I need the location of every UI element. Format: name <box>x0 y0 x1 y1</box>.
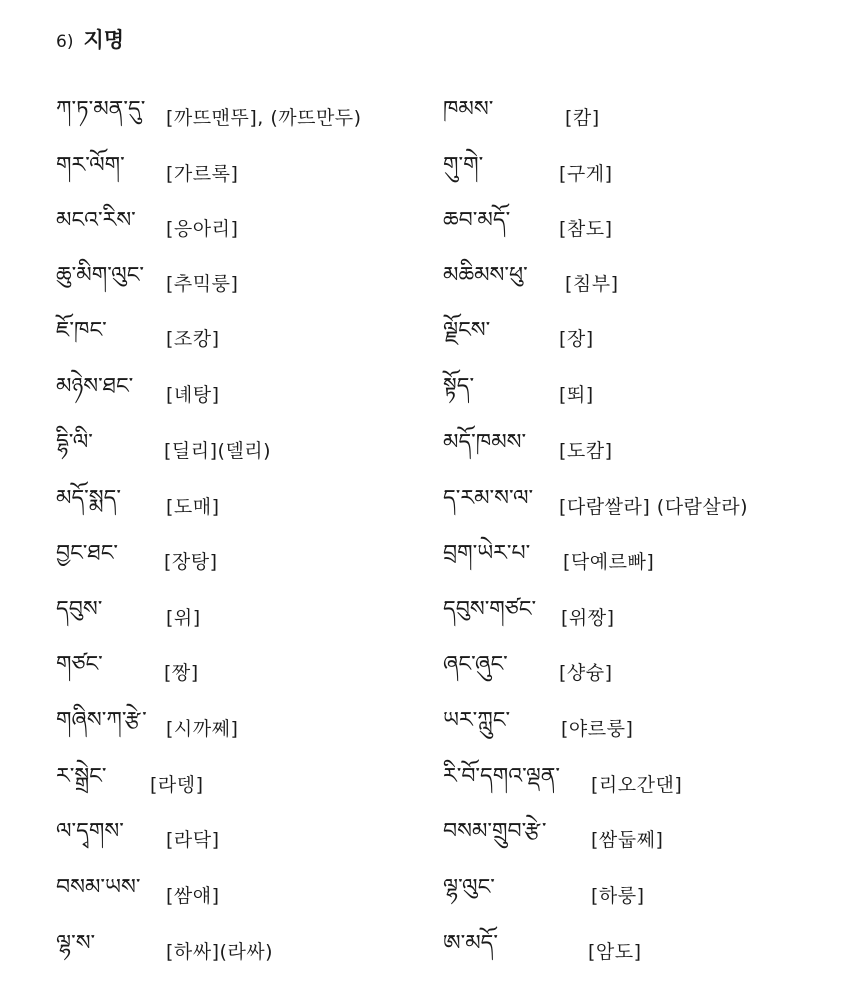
korean-reading: [딜리](델리) <box>164 440 272 462</box>
korean-reading: [조캉] <box>166 328 220 350</box>
place-entry <box>56 875 456 915</box>
tibetan-place-name: ཇོ་ཁང་ <box>56 318 107 343</box>
tibetan-place-name: མཉེས་ཐང་ <box>56 374 134 399</box>
korean-reading: [하싸](라싸) <box>166 941 274 963</box>
korean-reading: [추믹룽] <box>166 273 239 295</box>
place-entry <box>56 97 456 137</box>
section-title: 지명 <box>83 28 125 52</box>
korean-reading: [까뜨맨뚜], (까뜨만두) <box>166 107 362 129</box>
place-entry <box>56 541 456 581</box>
tibetan-place-name: ལྷ་ལུང་ <box>443 875 495 900</box>
place-entry <box>443 764 843 804</box>
tibetan-place-name: ཀ་ཏ་མན་དུ་ <box>56 97 146 122</box>
korean-reading: [하룽] <box>591 885 645 907</box>
tibetan-place-name: རི་བོ་དགའ་ལྡན་ <box>443 764 561 789</box>
tibetan-place-name: སྟོད་ <box>443 374 475 399</box>
place-entry <box>443 819 843 859</box>
place-entry <box>56 263 456 303</box>
place-entry <box>443 708 843 748</box>
korean-reading: [리오간댄] <box>591 774 683 796</box>
tibetan-place-name: ཆབ་མདོ་ <box>443 208 511 233</box>
tibetan-place-name: དབུས་གཙང་ <box>443 597 537 622</box>
tibetan-place-name: བསམ་ཡས་ <box>56 875 141 900</box>
place-entry <box>443 597 843 637</box>
tibetan-place-name: གར་ལོག་ <box>56 153 125 178</box>
place-entry <box>443 97 843 137</box>
korean-reading: [위] <box>166 607 201 629</box>
korean-reading: [구게] <box>559 163 613 185</box>
korean-reading: [녜탕] <box>166 384 220 406</box>
korean-reading: [위짱] <box>561 607 615 629</box>
korean-reading: [도매] <box>166 496 220 518</box>
place-entry <box>443 208 843 248</box>
tibetan-place-name: མདོ་སྨད་ <box>56 486 122 511</box>
korean-reading: [장탕] <box>164 551 218 573</box>
place-entry <box>443 430 843 470</box>
tibetan-place-name: གཞིས་ཀ་རྩེ་ <box>56 708 147 733</box>
place-entry <box>443 931 843 971</box>
place-entry <box>56 318 456 358</box>
tibetan-place-name: བྲག་ཡེར་པ་ <box>443 541 531 566</box>
place-entry <box>56 764 456 804</box>
place-entry <box>56 374 456 414</box>
korean-reading: [캄] <box>565 107 600 129</box>
tibetan-place-name: གུ་གེ་ <box>443 153 484 178</box>
korean-reading: [다람쌀라] (다람살라) <box>559 496 749 518</box>
tibetan-place-name: མདོ་ཁམས་ <box>443 430 527 455</box>
tibetan-place-name: ཆུ་མིག་ལུང་ <box>56 263 145 288</box>
place-entry <box>56 430 456 470</box>
section-number: 6) <box>56 32 74 52</box>
tibetan-place-name: མཆིམས་ཕུ་ <box>443 263 528 288</box>
korean-reading: [도캄] <box>559 440 613 462</box>
tibetan-place-name: དབུས་ <box>56 597 103 622</box>
korean-reading: [라닥] <box>166 829 220 851</box>
tibetan-place-name: ར་སྒྲེང་ <box>56 764 107 789</box>
korean-reading: [닥예르빠] <box>563 551 655 573</box>
korean-reading: [야르룽] <box>561 718 634 740</box>
tibetan-place-name: ཡར་ཀླུང་ <box>443 708 511 733</box>
tibetan-place-name: ཁམས་ <box>443 97 494 122</box>
place-entry <box>56 153 456 193</box>
korean-reading: [참도] <box>559 218 613 240</box>
tibetan-place-name: ལ་དྭགས་ <box>56 819 124 844</box>
korean-reading: [뙤] <box>559 384 594 406</box>
place-entry <box>56 931 456 971</box>
tibetan-place-name: ཞང་ཞུང་ <box>443 652 508 677</box>
korean-reading: [짱] <box>164 662 199 684</box>
place-entry <box>443 153 843 193</box>
tibetan-place-name: ད་རམ་ས་ལ་ <box>443 486 534 511</box>
tibetan-place-name: ལྷ་ས་ <box>56 931 96 956</box>
korean-reading: [가르록] <box>166 163 239 185</box>
place-entry <box>56 208 456 248</box>
place-entry <box>56 597 456 637</box>
tibetan-place-name: མངའ་རིས་ <box>56 208 136 233</box>
place-entry <box>56 708 456 748</box>
tibetan-place-name: བསམ་གྲུབ་རྩེ་ <box>443 819 547 844</box>
place-entry <box>443 263 843 303</box>
place-entry <box>443 875 843 915</box>
place-entry <box>56 486 456 526</box>
korean-reading: [쌈얘] <box>166 885 220 907</box>
tibetan-place-name: བྱང་ཐང་ <box>56 541 119 566</box>
place-entry <box>443 374 843 414</box>
tibetan-place-name: དྷི་ལི་ <box>56 430 93 455</box>
place-entry <box>56 819 456 859</box>
korean-reading: [라뎅] <box>150 774 204 796</box>
korean-reading: [장] <box>559 328 594 350</box>
korean-reading: [암도] <box>588 941 642 963</box>
korean-reading: [응아리] <box>166 218 239 240</box>
korean-reading: [시까쩨] <box>166 718 239 740</box>
korean-reading: [샹슝] <box>559 662 613 684</box>
place-entry <box>56 652 456 692</box>
place-entry <box>443 486 843 526</box>
tibetan-place-name: གཙང་ <box>56 652 103 677</box>
korean-reading: [쌈둡쩨] <box>591 829 664 851</box>
place-entry <box>443 652 843 692</box>
place-entry <box>443 318 843 358</box>
tibetan-place-name: ལྗོངས་ <box>443 318 491 343</box>
korean-reading: [침부] <box>565 273 619 295</box>
tibetan-place-name: ཨ་མདོ་ <box>443 931 499 956</box>
place-entry <box>443 541 843 581</box>
section-heading <box>56 24 124 54</box>
